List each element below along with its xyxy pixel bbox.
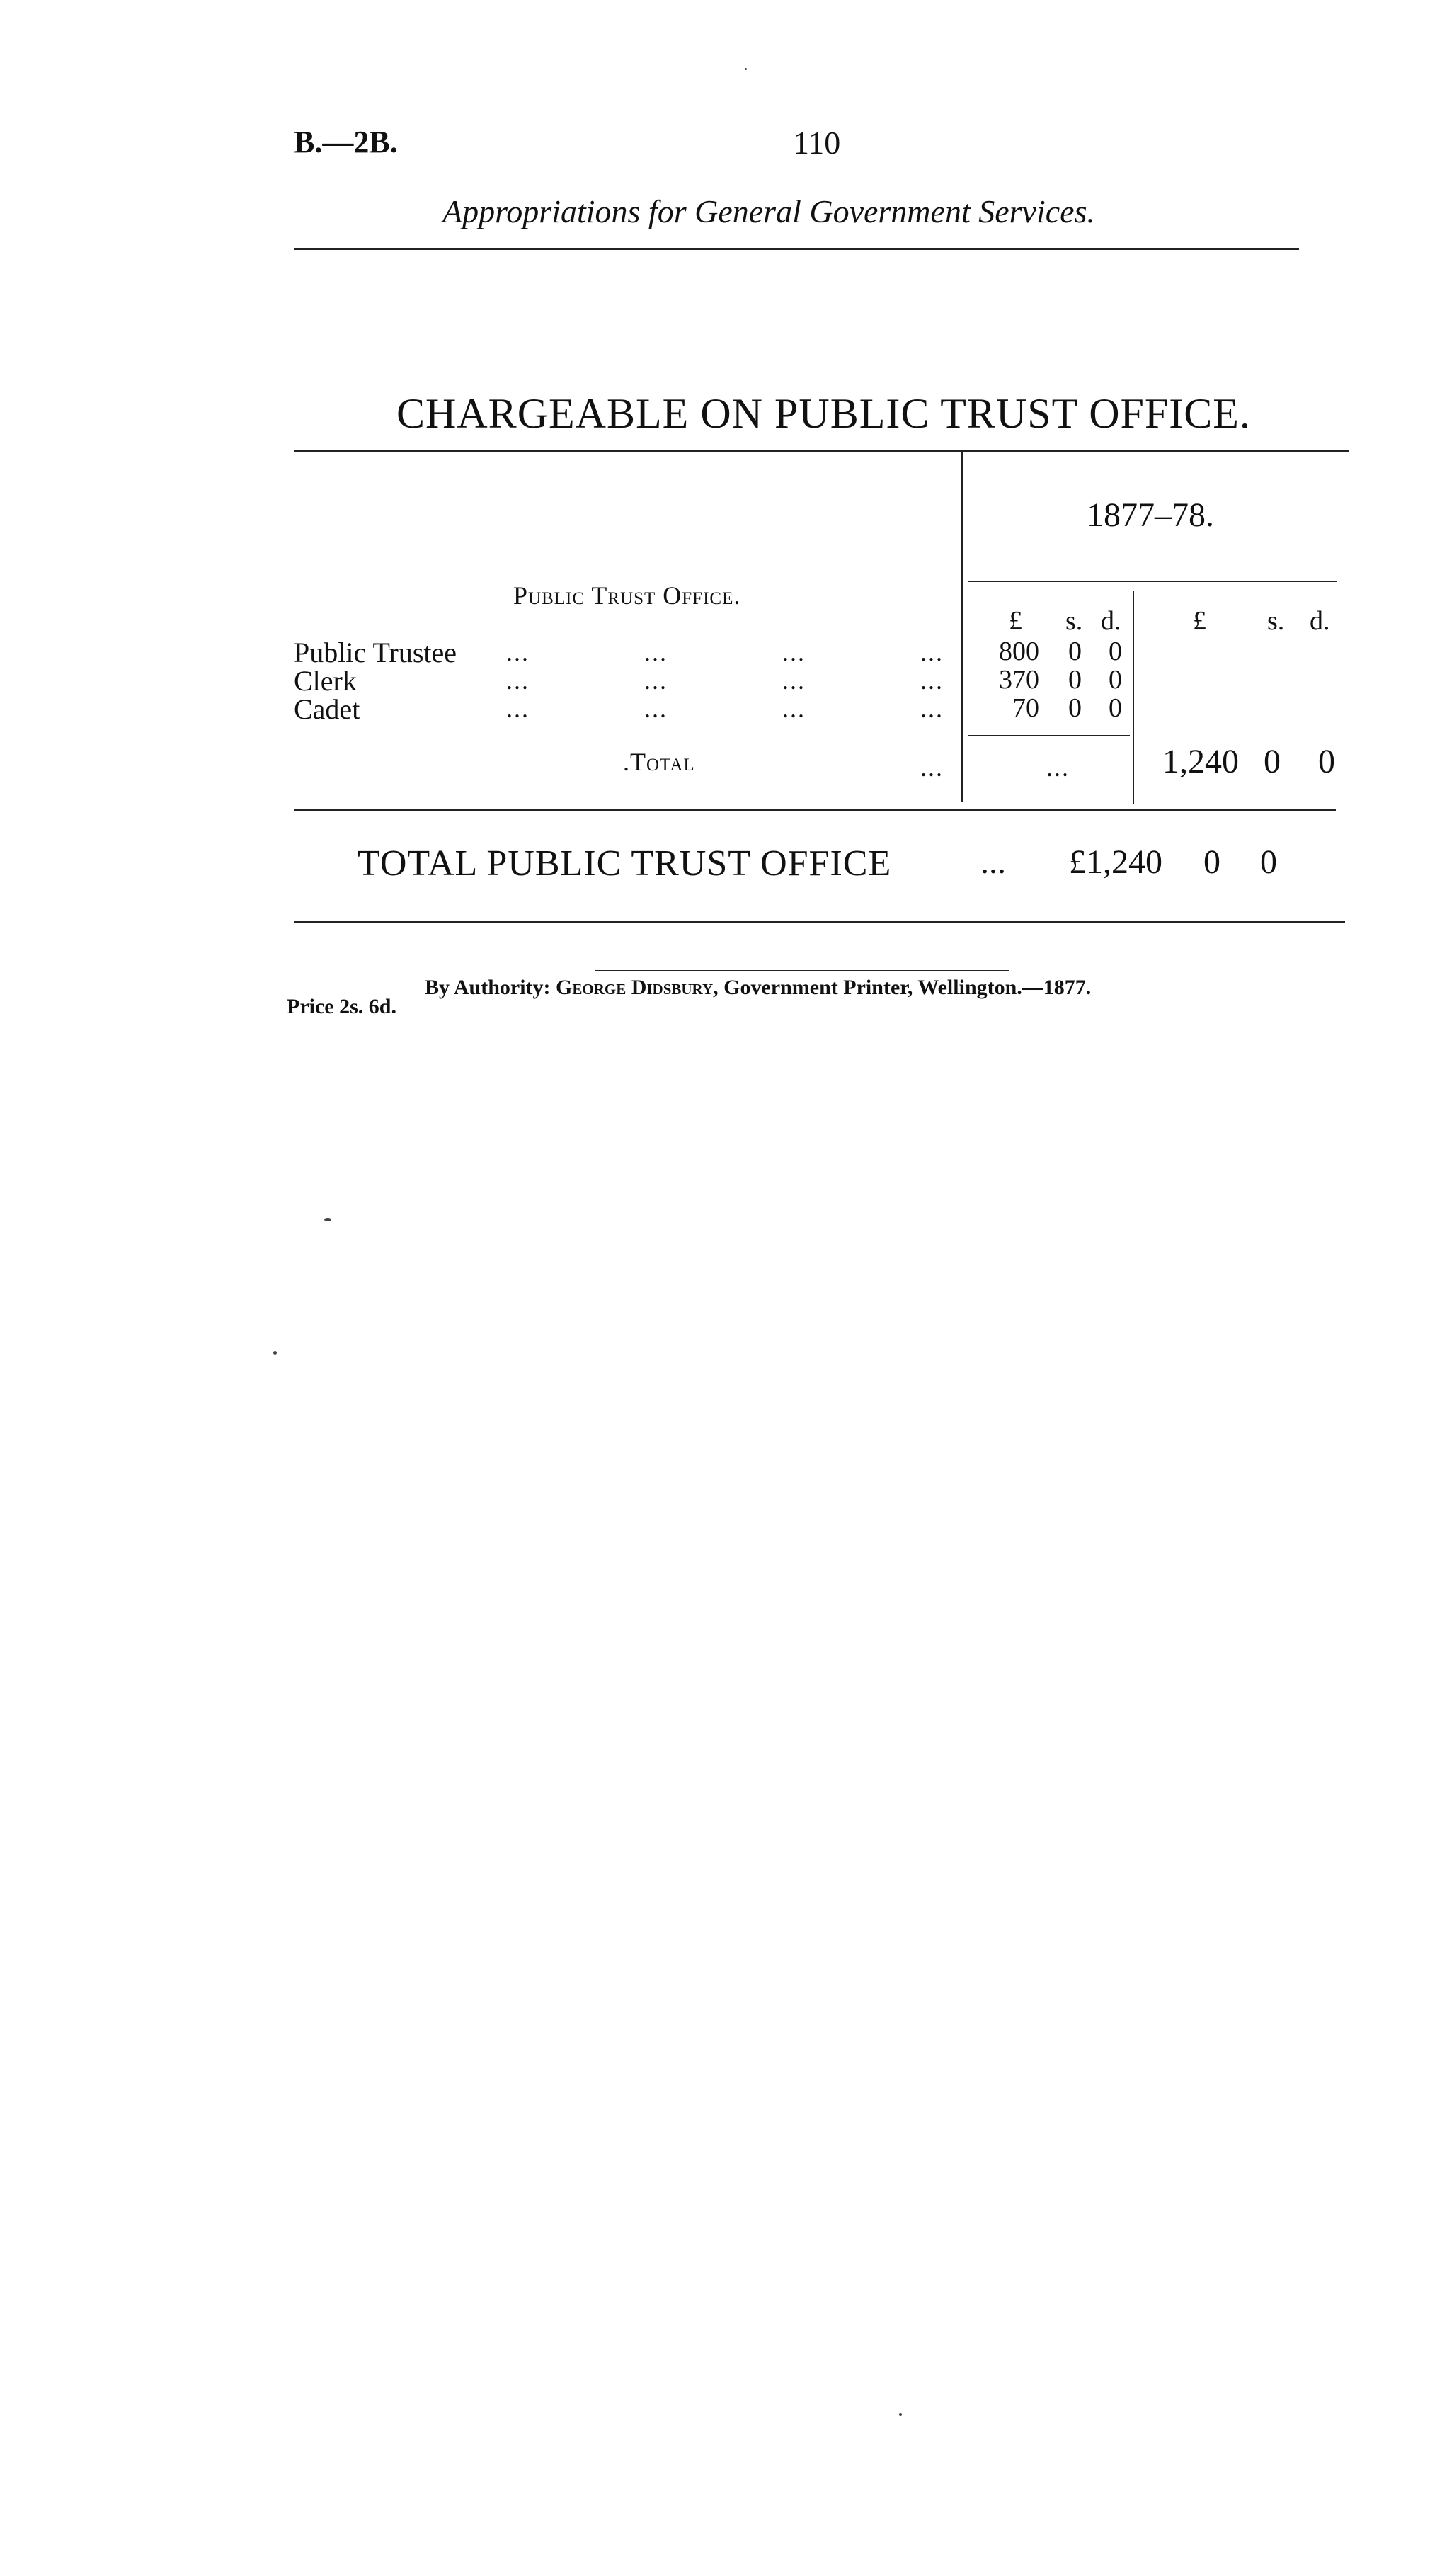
title-rule — [294, 450, 1349, 452]
column-header-shillings: s. — [1065, 606, 1083, 636]
grand-total-rule — [294, 921, 1345, 923]
row-label-cadet: Cadet — [294, 693, 360, 725]
row-pence: 0 — [1109, 637, 1122, 666]
scan-speck — [899, 2413, 902, 2416]
printer-name: George Didsbury — [556, 976, 714, 999]
row-leader-dots: ... — [506, 666, 530, 695]
page-number: 110 — [793, 125, 841, 161]
total-label: .Total — [623, 748, 695, 776]
price-note: Price 2s. 6d. — [287, 995, 396, 1018]
column-header-pence: d. — [1101, 606, 1121, 636]
row-pence: 0 — [1109, 665, 1122, 695]
page-title: CHARGEABLE ON PUBLIC TRUST OFFICE. — [396, 390, 1251, 437]
row-label-clerk: Clerk — [294, 665, 357, 697]
section-heading: Public Trust Office. — [513, 581, 741, 610]
row-leader-dots: ... — [920, 695, 944, 723]
authority-suffix: , Government Printer, Wellington.—1877. — [713, 976, 1092, 999]
column-header-total-pounds: £ — [1193, 606, 1206, 636]
year-heading: 1877–78. — [1087, 496, 1214, 534]
row-leader-dots: ... — [782, 695, 806, 723]
footer-rule — [595, 970, 1009, 971]
row-leader-dots: ... — [644, 695, 668, 723]
row-leader-dots: ... — [920, 666, 944, 695]
row-shillings: 0 — [1068, 693, 1082, 723]
scan-speck — [273, 1351, 277, 1355]
column-divider-main — [961, 452, 963, 802]
grand-total-pounds: £1,240 — [1069, 843, 1162, 881]
subtotal-rule — [968, 735, 1130, 736]
total-leader-dots: ... — [920, 753, 944, 782]
row-pounds: 800 — [999, 637, 1039, 666]
total-shillings: 0 — [1264, 743, 1281, 780]
year-rule — [968, 581, 1337, 582]
table-bottom-rule — [294, 809, 1336, 811]
page-subtitle: Appropriations for General Government Services. — [442, 193, 1095, 229]
scan-speck — [745, 68, 747, 70]
grand-total-shillings: 0 — [1203, 843, 1220, 881]
row-leader-dots: ... — [506, 638, 530, 666]
total-inner-dots: ... — [1046, 753, 1070, 782]
column-header-total-pence: d. — [1310, 606, 1330, 636]
printer-authority — [425, 976, 1091, 1000]
document-reference: B.—2B. — [294, 125, 398, 159]
total-pence: 0 — [1318, 743, 1335, 780]
header-rule — [294, 248, 1299, 250]
row-leader-dots: ... — [644, 666, 668, 695]
grand-total-label: TOTAL PUBLIC TRUST OFFICE — [358, 843, 892, 884]
column-header-pounds: £ — [1009, 606, 1022, 636]
row-leader-dots: ... — [782, 666, 806, 695]
grand-total-pence: 0 — [1260, 843, 1277, 881]
authority-prefix: By Authority: — [425, 976, 551, 999]
scan-speck — [324, 1218, 331, 1221]
total-pounds: 1,240 — [1162, 743, 1239, 780]
row-label-public-trustee: Public Trustee — [294, 637, 457, 668]
row-shillings: 0 — [1068, 637, 1082, 666]
row-leader-dots: ... — [506, 695, 530, 723]
row-shillings: 0 — [1068, 665, 1082, 695]
column-divider-subtotal — [1133, 591, 1134, 804]
row-leader-dots: ... — [920, 638, 944, 666]
row-leader-dots: ... — [782, 638, 806, 666]
row-pence: 0 — [1109, 693, 1122, 723]
row-pounds: 70 — [1012, 693, 1039, 723]
column-header-total-shillings: s. — [1267, 606, 1285, 636]
grand-total-dots: ... — [980, 843, 1006, 881]
row-pounds: 370 — [999, 665, 1039, 695]
row-leader-dots: ... — [644, 638, 668, 666]
